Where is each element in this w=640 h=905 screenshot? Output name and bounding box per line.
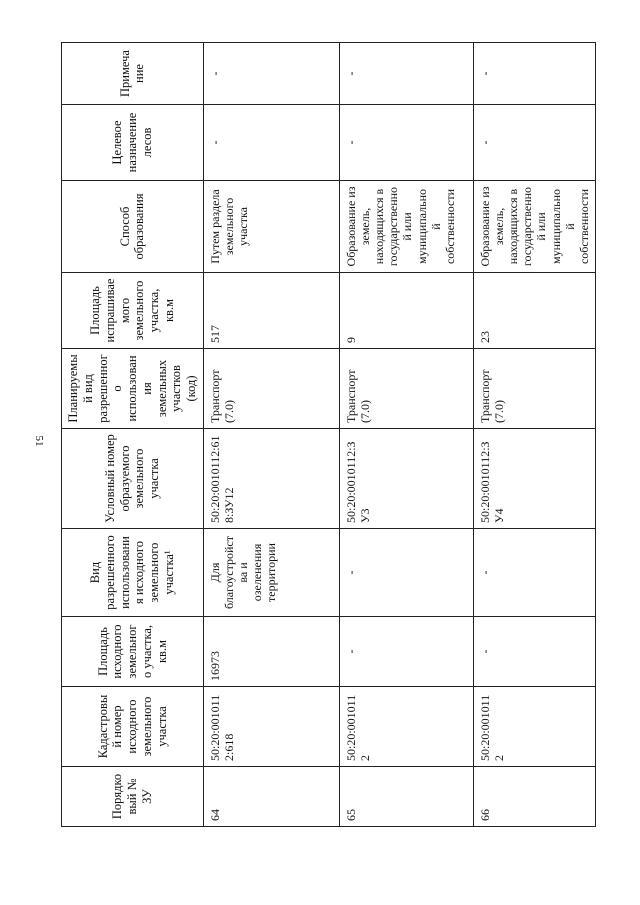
- table-header-row: [62, 43, 204, 827]
- conditional-number-cell: 50:20:0010112:618:ЗУ12: [203, 429, 339, 529]
- row-number-cell: 64: [203, 767, 339, 827]
- conditional-number-cell: 50:20:0010112:ЗУ3: [339, 429, 473, 529]
- forest-purpose-cell: -: [203, 105, 339, 181]
- formation-method-cell: Образование из земель, находящихся в государственной или муниципальной собственности: [473, 181, 595, 273]
- requested-area-cell: 9: [339, 273, 473, 349]
- source-area-cell: -: [339, 617, 473, 687]
- source-use-cell: -: [473, 529, 595, 617]
- planned-use-cell: Транспорт (7.0): [473, 349, 595, 429]
- table-row: [339, 43, 473, 827]
- conditional-number-cell: 50:20:0010112:ЗУ4: [473, 429, 595, 529]
- source-use-cell: Для благоустройства и озеленения территории: [203, 529, 339, 617]
- header-cell: Целевое назначение лесов: [62, 105, 204, 181]
- source-area-cell: 16973: [203, 617, 339, 687]
- cadastral-number-cell: 50:20:0010112: [339, 687, 473, 767]
- note-cell: -: [203, 43, 339, 105]
- land-plot-table: [61, 42, 596, 827]
- requested-area-cell: 517: [203, 273, 339, 349]
- formation-method-cell: Образование из земель, находящихся в государственной или муниципальной собственности: [339, 181, 473, 273]
- planned-use-cell: Транспорт (7.0): [203, 349, 339, 429]
- header-cell: Условный номер образуемого земельного участка: [62, 429, 204, 529]
- source-area-cell: -: [473, 617, 595, 687]
- header-cell: Планируемый вид разрешенного использования земельных участков (код): [62, 349, 204, 429]
- table-row: [203, 43, 339, 827]
- cadastral-number-cell: 50:20:0010112: [473, 687, 595, 767]
- planned-use-cell: Транспорт (7.0): [339, 349, 473, 429]
- header-cell: Площадь испрашиваемого земельного участка, кв.м: [62, 273, 204, 349]
- header-cell: Площадь исходного земельного участка, кв.м: [62, 617, 204, 687]
- formation-method-cell: Путем раздела земельного участка: [203, 181, 339, 273]
- table-row: [473, 43, 595, 827]
- page-number: 51: [33, 435, 45, 447]
- header-cell: Способ образования: [62, 181, 204, 273]
- rotated-table-wrapper: [61, 43, 591, 827]
- requested-area-cell: 23: [473, 273, 595, 349]
- forest-purpose-cell: -: [339, 105, 473, 181]
- header-cell: Вид разрешенного использования исходного земельного участка¹: [62, 529, 204, 617]
- header-cell: Порядковый № ЗУ: [62, 767, 204, 827]
- row-number-cell: 66: [473, 767, 595, 827]
- note-cell: -: [339, 43, 473, 105]
- forest-purpose-cell: -: [473, 105, 595, 181]
- note-cell: -: [473, 43, 595, 105]
- cadastral-number-cell: 50:20:0010112:618: [203, 687, 339, 767]
- header-cell: Кадастровый номер исходного земельного участка: [62, 687, 204, 767]
- row-number-cell: 65: [339, 767, 473, 827]
- source-use-cell: -: [339, 529, 473, 617]
- header-cell: Примечание: [62, 43, 204, 105]
